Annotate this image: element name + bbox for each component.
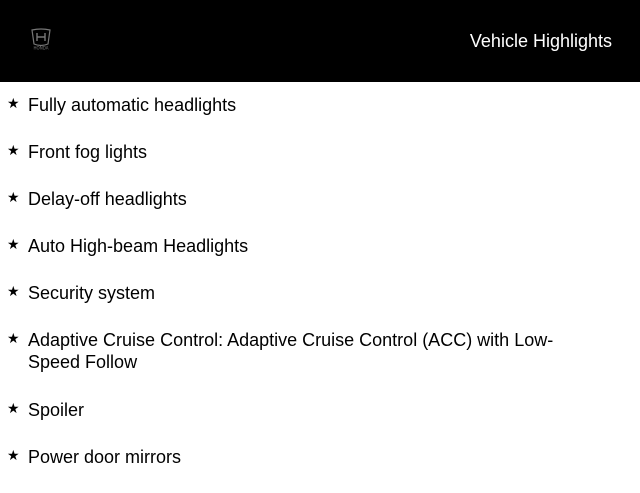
svg-text:HONDA: HONDA bbox=[33, 45, 49, 50]
list-item-label: Power door mirrors bbox=[28, 447, 182, 467]
list-item bbox=[0, 188, 640, 210]
header-bar bbox=[0, 0, 640, 82]
highlights-list bbox=[0, 94, 640, 493]
list-item bbox=[0, 235, 640, 257]
page-title: Vehicle Highlights bbox=[469, 31, 612, 51]
list-item bbox=[0, 94, 640, 116]
list-item-label: Adaptive Cruise Control: Adaptive Cruise Control (ACC) with Low-Speed Follow bbox=[28, 330, 554, 372]
star-icon: ★ bbox=[7, 143, 20, 159]
honda-logo-icon bbox=[26, 28, 56, 50]
star-icon: ★ bbox=[7, 284, 20, 300]
star-icon: ★ bbox=[7, 331, 20, 347]
star-icon: ★ bbox=[7, 237, 20, 253]
list-item bbox=[0, 399, 640, 421]
star-icon: ★ bbox=[7, 96, 20, 112]
list-item bbox=[0, 446, 640, 468]
list-item bbox=[0, 329, 640, 373]
star-icon: ★ bbox=[7, 190, 20, 206]
list-item-label: Front fog lights bbox=[28, 142, 148, 162]
list-item bbox=[0, 282, 640, 304]
list-item-label: Delay-off headlights bbox=[28, 189, 187, 209]
list-item-label: Spoiler bbox=[28, 400, 85, 420]
list-item-label: Auto High-beam Headlights bbox=[28, 236, 249, 256]
list-item-label: Fully automatic headlights bbox=[28, 95, 237, 115]
star-icon: ★ bbox=[7, 448, 20, 464]
list-item-label: Security system bbox=[28, 283, 156, 303]
star-icon: ★ bbox=[7, 401, 20, 417]
list-item bbox=[0, 141, 640, 163]
